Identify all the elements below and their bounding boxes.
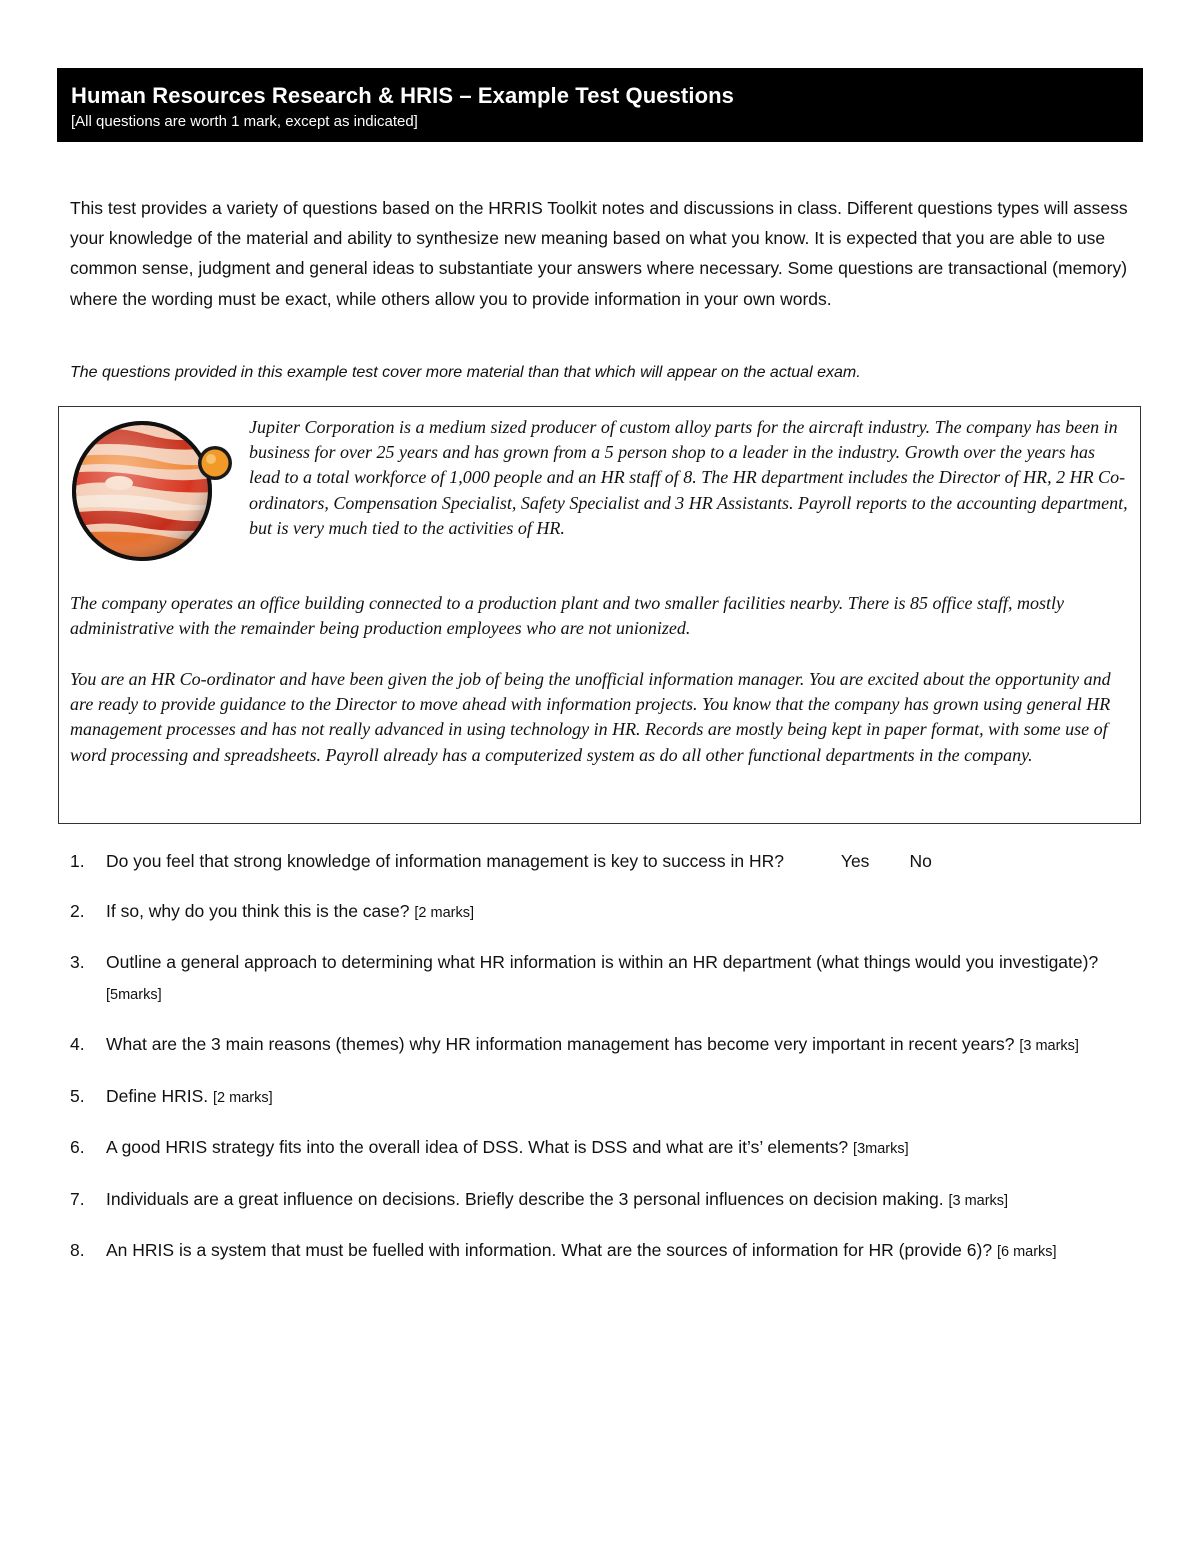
question-number: 8. xyxy=(70,1240,85,1260)
question-number: 4. xyxy=(70,1034,85,1054)
question-marks: [2 marks] xyxy=(213,1089,273,1106)
case-study-box xyxy=(58,406,1141,824)
intro-paragraph: This test provides a variety of questions based on the HRRIS Toolkit notes and discussions in class. Different questions types will assess your knowledge of the material and ability to synthesize new meaning based on what you know. It is expected that you are able to use common sense, judgment and general ideas to substantiate your answers where necessary. Some questions are transactional (memory) where the wording must be exact, while others allow you to provide information in your own words. xyxy=(70,198,1128,309)
case-paragraph: The company operates an office building connected to a production plant and two smaller facilities nearby. There is 85 office staff, mostly administrative with the remainder being production employees who are not unionized. xyxy=(70,593,1065,639)
question-text: A good HRIS strategy fits into the overall idea of DSS. What is DSS and what are it’s’ elements? xyxy=(106,1137,849,1157)
question-marks: [2 marks] xyxy=(414,904,474,921)
question-text: Do you feel that strong knowledge of information management is key to success in HR? xyxy=(106,851,784,871)
question-number: 6. xyxy=(70,1137,85,1157)
yes-no-options xyxy=(841,846,972,877)
question-item xyxy=(70,1132,1140,1165)
question-marks: [3marks] xyxy=(853,1141,909,1157)
question-item xyxy=(70,1235,1140,1268)
question-text: Outline a general approach to determining what HR information is within an HR department (what things would you investigate)? xyxy=(106,952,1099,972)
document-title: Human Resources Research & HRIS – Example Test Questions xyxy=(71,83,734,108)
planet-icon xyxy=(69,413,239,561)
no-option[interactable]: No xyxy=(909,851,932,871)
question-number: 2. xyxy=(70,900,85,921)
document-subtitle: [All questions are worth 1 mark, except as indicated] xyxy=(71,113,418,130)
question-text: Define HRIS. xyxy=(106,1085,209,1106)
question-number: 5. xyxy=(70,1085,85,1106)
question-item xyxy=(70,947,1140,1010)
question-marks: [3 marks] xyxy=(1019,1038,1079,1054)
question-marks: [6 marks] xyxy=(996,1244,1057,1260)
question-marks: [5marks] xyxy=(106,986,162,1003)
question-number: 1. xyxy=(70,851,85,871)
case-paragraph: You are an HR Co-ordinator and have been given the job of being the unofficial information manager. You are excited about the opportunity and are ready to provide guidance to the Director to move ahead with information projects. You know that the company has grown using general HR management processes and has not really advanced in using technology in HR. Records are mostly being kept in paper format, with some use of word processing and spreadsheets. Payroll already has a computerized system as do all other functional departments in the company. xyxy=(70,669,1111,765)
document-header xyxy=(57,68,1143,142)
question-list xyxy=(70,846,1140,1287)
question-item xyxy=(70,1029,1140,1062)
case-paragraph: Jupiter Corporation is a medium sized producer of custom alloy parts for the aircraft industry. The company has been in business for over 25 years and has grown from a 5 person shop to a leader in the industry. Growth over the years has lead to a total workforce of 1,000 people and an HR staff of 8. The HR department includes the Director of HR, 2 HR Co-ordinators, Compensation Specialist, Safety Specialist and 3 HR Assistants. Payroll reports to the accounting department, but is very much tied to the activities of HR. xyxy=(249,417,1128,538)
yes-option[interactable]: Yes xyxy=(840,851,870,871)
question-item xyxy=(70,1184,1140,1217)
question-text: If so, why do you think this is the case? xyxy=(106,900,410,921)
question-number: 7. xyxy=(70,1188,85,1209)
question-marks: [3 marks] xyxy=(948,1192,1009,1209)
question-text: An HRIS is a system that must be fuelled with information. What are the sources of information for HR (provide 6)? xyxy=(106,1240,993,1260)
question-item xyxy=(70,846,1140,877)
question-number: 3. xyxy=(70,952,85,972)
question-item xyxy=(70,896,1140,929)
question-text: What are the 3 main reasons (themes) why HR information management has become very important in recent years? xyxy=(106,1034,1015,1054)
exam-note: The questions provided in this example test cover more material than that which will appear on the actual exam. xyxy=(70,364,861,381)
question-item xyxy=(70,1081,1140,1114)
question-text: Individuals are a great influence on decisions. Briefly describe the 3 personal influences on decision making. xyxy=(106,1188,944,1209)
